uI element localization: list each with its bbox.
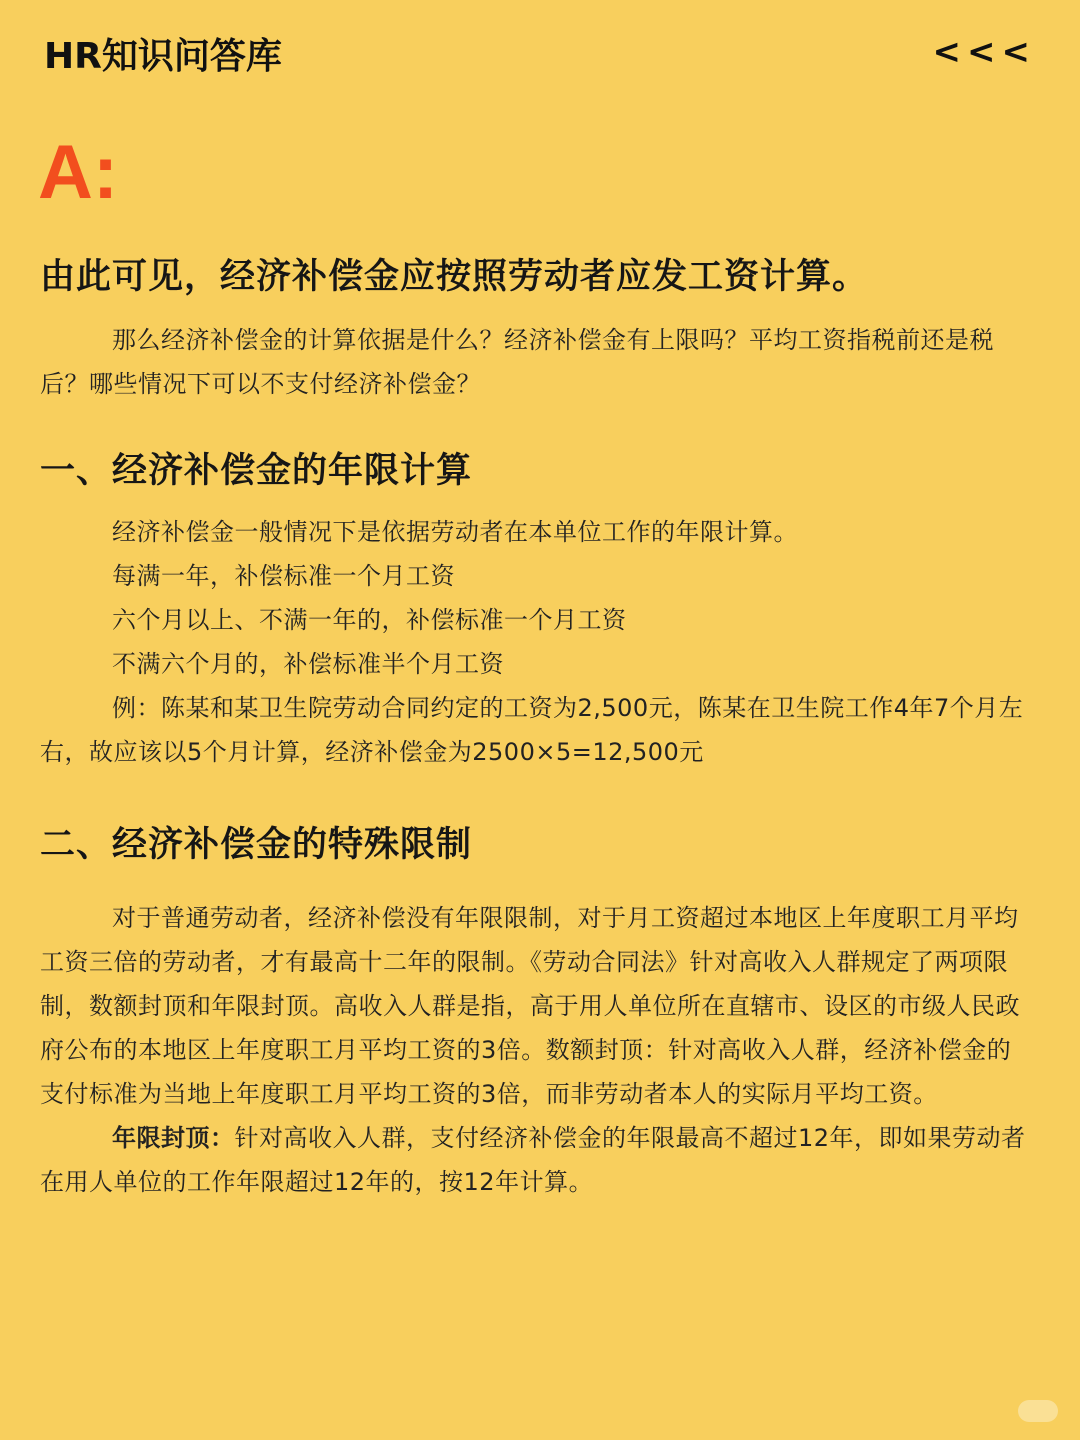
watermark-badge <box>1018 1400 1058 1422</box>
example-paragraph: 例：陈某和某卫生院劳动合同约定的工资为2,500元，陈某在卫生院工作4年7个月左右，故应该以5个月计算，经济补偿金为2500×5=12,500元 <box>40 694 1024 766</box>
list-item: 六个月以上、不满一年的，补偿标准一个月工资 <box>112 606 627 634</box>
list-item: 每满一年，补偿标准一个月工资 <box>112 562 455 590</box>
list-item: 不满六个月的，补偿标准半个月工资 <box>112 650 504 678</box>
intro-paragraph: 那么经济补偿金的计算依据是什么？经济补偿金有上限吗？平均工资指税前还是税后？哪些情况下可以不支付经济补偿金？ <box>40 326 994 398</box>
section-heading-special-limits: 二、经济补偿金的特殊限制 <box>40 825 473 865</box>
brand-title: HR知识问答库 <box>44 36 282 77</box>
lead-heading: 由此可见，经济补偿金应按照劳动者应发工资计算。 <box>40 257 869 297</box>
year-cap-label: 年限封顶： <box>112 1124 235 1152</box>
section-special-limits-body <box>40 896 1032 1204</box>
header <box>44 32 1036 84</box>
answer-label: A: <box>38 130 119 215</box>
year-cap-text: 针对高收入人群，支付经济补偿金的年限最高不超过12年，即如果劳动者在用人单位的工作年限超过12年的，按12年计算。 <box>40 1124 1026 1196</box>
list-item: 经济补偿金一般情况下是依据劳动者在本单位工作的年限计算。 <box>112 518 798 546</box>
section-year-calc-body <box>40 510 1032 774</box>
intro-block <box>40 318 1032 406</box>
section-heading-year-calc: 一、经济补偿金的年限计算 <box>40 451 473 491</box>
limits-paragraph: 对于普通劳动者，经济补偿没有年限限制，对于月工资超过本地区上年度职工月平均工资三倍的劳动者，才有最高十二年的限制。《劳动合同法》针对高收入人群规定了两项限制，数额封顶和年限封顶。高收入人群是指，高于用人单位所在直辖市、设区的市级人民政府公布的本地区上年度职工月平均工资的3倍。数额封顶：针对高收入人群，经济补偿金的支付标准为当地上年度职工月平均工资的3倍，而非劳动者本人的实际月平均工资。 <box>40 904 1020 1108</box>
back-arrows-icon[interactable]: <<< <box>932 32 1036 72</box>
year-cap-paragraph <box>40 1116 1032 1204</box>
